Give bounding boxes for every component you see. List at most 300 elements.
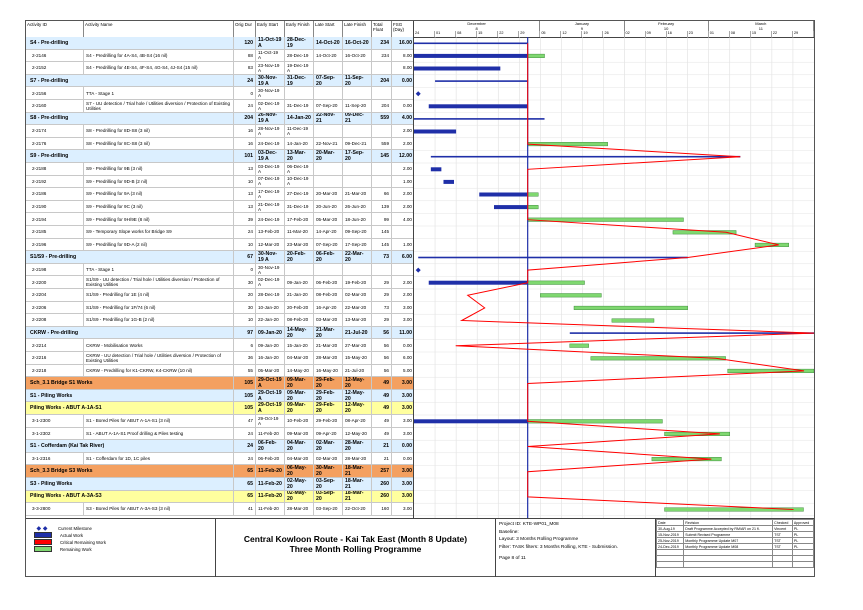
cell-od: 204 (234, 113, 256, 125)
cell-tf: 145 (372, 226, 392, 238)
cell-ls: 20-Mar-20 (314, 150, 343, 162)
week-label: 29 (519, 31, 540, 37)
activity-row[interactable] (26, 352, 413, 365)
cell-tf: 234 (372, 50, 392, 62)
week-label: 01 (435, 31, 456, 37)
cell-es: 30-Nov-19 A (256, 87, 285, 99)
cell-fd: 3.00 (401, 392, 412, 399)
activity-row[interactable] (26, 176, 413, 189)
cell-id: 2-2214 (26, 339, 84, 351)
cell-id: 2-2196 (26, 239, 84, 251)
wbs-group-row[interactable] (26, 113, 413, 126)
cell-name: TTA - Stage 1 (84, 87, 234, 99)
cell-lf: 18-Jun-20 (343, 213, 372, 225)
cell-od: 20 (234, 289, 256, 301)
week-label: 08 (456, 31, 477, 37)
rev-header: Checked (773, 520, 793, 526)
wbs-group-row[interactable] (26, 251, 413, 264)
cell-od: 24 (234, 453, 256, 465)
cell-od: 24 (234, 226, 256, 238)
cell-fd: 3.00 (403, 418, 412, 424)
cell-ls: 16-May-20 (314, 365, 343, 377)
cell-ls: 06-Feb-20 (314, 251, 343, 263)
week-label: 23 (688, 31, 709, 37)
activity-row[interactable] (26, 314, 413, 327)
cell-ls: 21-Mar-20 (314, 327, 343, 339)
cell-od: 24 (234, 440, 256, 452)
week-label: 15 (751, 31, 772, 37)
cell-lf: 13-Mar-20 (343, 314, 372, 326)
cell-name: S1 - Cofferdam for 1D, 1C piles (84, 453, 234, 465)
activity-row[interactable] (26, 213, 413, 226)
activity-row[interactable] (26, 50, 413, 63)
cell-tf: 559 (372, 113, 392, 125)
cell-ef: 06-May-20 (285, 465, 314, 477)
milestone-diamond-icon: ◆ ◆ (36, 526, 48, 532)
cell-ls: 07-Sep-20 (314, 75, 343, 87)
wbs-group-row[interactable] (26, 37, 413, 50)
week-label: 26 (603, 31, 624, 37)
col-orig-dur[interactable]: Orig Dur (234, 21, 256, 37)
col-free-float[interactable]: FSG (Day) (393, 22, 404, 32)
cell-es: 28-Nov-19 A (256, 125, 285, 137)
activity-row[interactable] (26, 302, 413, 315)
cell-name: S1 - Bored Piles for ABUT A-1A-S1 (3 nil) (84, 415, 234, 427)
month-number: 9 (540, 26, 624, 31)
month-label: December (414, 21, 540, 26)
cell-es: 11-Oct-19 A (256, 37, 285, 49)
week-label: 29 (793, 31, 814, 37)
legend-label: Actual Work (60, 532, 84, 538)
cell-od: 13 (234, 188, 256, 200)
col-early-start[interactable]: Early Start (256, 21, 285, 37)
cell-es: 30-Nov-19 A (256, 75, 285, 87)
cell-fd: 0.00 (401, 77, 412, 84)
cell-tf (372, 87, 392, 99)
cell-od: 88 (234, 50, 256, 62)
cell-id: S4 - Pre-drilling (26, 37, 234, 49)
activity-row[interactable] (26, 365, 413, 378)
cell-fd: 0.00 (403, 456, 412, 462)
cell-es: 17-Dec-19 A (256, 188, 285, 200)
actual-bar (479, 193, 527, 197)
rev-cell: Monthly Programme Update M07 (684, 538, 773, 544)
cell-id: 3-1-2316 (26, 453, 84, 465)
cell-es: 06-Feb-20 (256, 453, 285, 465)
cell-lf (343, 163, 372, 175)
rev-cell: PL (792, 544, 813, 550)
actual-bar (414, 419, 528, 423)
cell-lf: 28-Mar-20 (343, 440, 372, 452)
cell-lf: 11-Sep-20 (343, 75, 372, 87)
cell-fd: 0.00 (403, 103, 412, 109)
actual-bar (431, 167, 442, 171)
gantt-chart (414, 21, 814, 518)
cell-od: 120 (234, 37, 256, 49)
cell-ef: 20-Feb-20 (285, 251, 314, 263)
cell-es: 29-Oct-19 A (256, 402, 285, 414)
cell-fd: 3.00 (401, 405, 412, 412)
activity-table (26, 21, 414, 518)
cell-od: 65 (234, 478, 256, 490)
cell-ef: 19-Dec-19 A (285, 62, 314, 74)
cell-ef: 09-Mar-20 (285, 402, 314, 414)
cell-lf: 19-Feb-20 (343, 276, 372, 288)
cell-tf: 49 (372, 390, 392, 402)
cell-name: S9 - Predrilling for 9C (3 nil) (84, 201, 234, 213)
cell-ef: 10-Dec-19 A (285, 176, 314, 188)
cell-ls: 21-Mar-20 (314, 339, 343, 351)
remaining-bar-icon (34, 546, 52, 552)
cell-od: 105 (234, 402, 256, 414)
cell-es: 23-Nov-19 A (256, 62, 285, 74)
cell-es: 12-Mar-20 (256, 239, 285, 251)
cell-fd: 12.00 (399, 153, 412, 160)
cell-ls: 03-Sep-20 (314, 503, 343, 515)
cell-es: 03-Dec-19 A (256, 163, 285, 175)
legend-item-milestone (34, 525, 92, 532)
cell-od: 13 (234, 201, 256, 213)
cell-lf: 26-Jun-20 (343, 201, 372, 213)
cell-es: 29-Oct-19 A (256, 415, 285, 427)
cell-id: 3-3-2800 (26, 503, 84, 515)
month-label: February (625, 21, 709, 26)
activity-row[interactable] (26, 289, 413, 302)
cell-id: 2-2218 (26, 365, 84, 377)
cell-name: S1 - ABUT A-1A-S1 Proof drilling & Piles testing (84, 428, 234, 440)
cell-name: S1/S9 - Predrilling for 1E (4 nil) (84, 289, 234, 301)
cell-tf: 139 (372, 201, 392, 213)
rev-cell: PL (792, 538, 813, 544)
cell-ef: 14-May-20 (285, 327, 314, 339)
cell-fd (392, 264, 414, 276)
cell-ef: 09-Jan-20 (285, 276, 314, 288)
activity-row[interactable] (26, 415, 413, 428)
cell-id: 2-2198 (26, 264, 84, 276)
week-label: 22 (498, 31, 519, 37)
actual-bar (443, 180, 454, 184)
cell-es: 30-Nov-19 A (256, 264, 285, 276)
cell-name: S9 - Temporary Slope works for Bridge S9 (84, 226, 234, 238)
cell-ls (314, 163, 343, 175)
cell-fd: 2.00 (403, 128, 412, 134)
rev-cell: TST (773, 544, 793, 550)
activity-row[interactable] (26, 100, 413, 113)
cell-name: S8 - Predrilling for 8C-S8 (3 nil) (84, 138, 234, 150)
cell-ls: 09-Apr-20 (314, 428, 343, 440)
cell-id: S9 - Pre-drilling (26, 150, 234, 162)
rev-cell: TST (773, 532, 793, 538)
activity-row[interactable] (26, 163, 413, 176)
week-label: 05 (540, 31, 561, 37)
month-number: 11 (709, 26, 814, 31)
activity-row[interactable] (26, 239, 413, 252)
cell-ls: 05-Mar-20 (314, 213, 343, 225)
col-late-start[interactable]: Late Start (314, 21, 343, 37)
gantt-canvas (414, 21, 814, 518)
cell-od: 39 (234, 213, 256, 225)
cell-od: 10 (234, 239, 256, 251)
cell-tf: 73 (372, 302, 392, 314)
cell-name: S8 - Predrilling for 8D-S8 (3 nil) (84, 125, 234, 137)
activity-row[interactable] (26, 226, 413, 239)
cell-od: 24 (234, 428, 256, 440)
cell-id: 2-2216 (26, 352, 84, 364)
cell-tf: 29 (372, 276, 392, 288)
activity-row[interactable] (26, 201, 413, 214)
summary-bar (435, 80, 528, 82)
cell-od: 65 (234, 491, 256, 503)
remaining-bar (528, 205, 539, 209)
cell-fd: 0.00 (401, 442, 412, 449)
cell-od: 6 (234, 339, 256, 351)
actual-bar (429, 104, 528, 108)
title-line-1: Central Kowloon Route - Kai Tak East (Month 8 Update) (243, 534, 468, 544)
cell-es: 03-Dec-19 A (256, 150, 285, 162)
cell-ls: 14-Apr-20 (314, 226, 343, 238)
cell-es: 11-Feb-20 (256, 491, 285, 503)
title-block (216, 519, 496, 577)
cell-ef: 21-Jan-20 (285, 289, 314, 301)
col-activity-name[interactable]: Activity Name (84, 21, 234, 37)
cell-tf: 49 (372, 415, 392, 427)
cell-ls (314, 264, 343, 276)
cell-fd: 1.00 (403, 178, 412, 184)
rev-cell: Vincent (773, 526, 793, 532)
cell-id: 2-2192 (26, 176, 84, 188)
wbs-group-row[interactable] (26, 465, 413, 478)
cell-id: 2-2152 (26, 62, 84, 74)
cell-ef: 27-Dec-19 (285, 188, 314, 200)
cell-tf: 260 (372, 491, 392, 503)
cell-ls: 02-Mar-20 (314, 453, 343, 465)
cell-od: 24 (234, 75, 256, 87)
cell-lf: 22-Mar-20 (343, 302, 372, 314)
cell-es: 06-Feb-20 (256, 440, 285, 452)
cell-lf: 21-Jul-20 (343, 365, 372, 377)
cell-lf: 18-Mar-21 (343, 491, 372, 503)
cell-ef: 28-Dec-19 (285, 50, 314, 62)
col-total-float[interactable]: Total Float (372, 21, 392, 37)
rev-header: Date (657, 520, 684, 526)
cell-lf: 17-Sep-20 (343, 150, 372, 162)
cell-id: S1 - Piling Works (26, 390, 234, 402)
cell-ef: 15-Jan-20 (285, 339, 314, 351)
cell-lf: 11-Sep-20 (343, 100, 372, 112)
cell-ls: 14-Oct-20 (314, 37, 343, 49)
activity-row[interactable] (26, 503, 413, 516)
cell-tf: 73 (372, 251, 392, 263)
cell-tf: 260 (372, 478, 392, 490)
cell-lf (343, 264, 372, 276)
cell-od: 13 (234, 163, 256, 175)
rev-cell: 30-Aug-19 (657, 526, 684, 532)
remaining-bar (612, 319, 654, 323)
cell-es: 29-Oct-19 A (256, 390, 285, 402)
rev-cell: Submit Revised Programme (684, 532, 773, 538)
actual-bar (414, 54, 528, 58)
cell-fd: 3.00 (401, 480, 412, 487)
legend-item-critical (34, 539, 106, 545)
activity-row[interactable] (26, 188, 413, 201)
cell-tf: 257 (372, 465, 392, 477)
footer-block (26, 518, 814, 577)
cell-ls: 29-Feb-20 (314, 390, 343, 402)
cell-id: CKRW - Pre-drilling (26, 327, 234, 339)
cell-tf: 21 (372, 440, 392, 452)
cell-lf (343, 176, 372, 188)
cell-ls (314, 176, 343, 188)
cell-es: 30-Nov-19 A (256, 251, 285, 263)
milestone-diamond (416, 268, 421, 273)
cell-tf: 204 (372, 75, 392, 87)
cell-name: S1/S9 - UU detection / Trial hole / Utilities diversion / Protection of Existing Utilities (84, 276, 234, 288)
cell-ls: 30-Mar-20 (314, 465, 343, 477)
cell-ef: 04-Mar-20 (285, 440, 314, 452)
summary-bar (431, 156, 740, 158)
milestone-diamond (416, 91, 421, 96)
activity-row[interactable] (26, 453, 413, 466)
cell-es: 11-Feb-20 (256, 503, 285, 515)
cell-fd: 8.00 (403, 52, 412, 58)
cell-lf: 12-May-20 (343, 428, 372, 440)
cell-ls: 29-Feb-20 (314, 377, 343, 389)
wbs-group-row[interactable] (26, 440, 413, 453)
wbs-group-row[interactable] (26, 150, 413, 163)
week-label: 09 (646, 31, 667, 37)
cell-fd: 2.00 (403, 166, 412, 172)
cell-ef: 09-Mar-20 (285, 428, 314, 440)
cell-ef: 06-Dec-19 A (285, 163, 314, 175)
cell-id: 2-2206 (26, 302, 84, 314)
cell-fd: 6.00 (401, 253, 412, 260)
cell-ls: 07-Sep-20 (314, 239, 343, 251)
activity-row[interactable] (26, 339, 413, 352)
cell-id: Sch_3.3 Bridge S3 Works (26, 465, 234, 477)
summary-bar (418, 257, 687, 259)
revision-table (656, 519, 814, 577)
remaining-bar (540, 294, 601, 298)
cell-fd: 16.00 (399, 39, 412, 46)
cell-ls: 22-Nov-21 (314, 113, 343, 125)
cell-fd: 8.00 (403, 65, 412, 71)
cell-lf: 15-May-20 (343, 352, 372, 364)
cell-fd: 3.00 (403, 317, 412, 323)
cell-es: 11-Feb-20 (256, 465, 285, 477)
cell-od: 67 (234, 251, 256, 263)
rev-cell: 25-Nov-2019 (657, 538, 684, 544)
cell-fd (392, 87, 414, 99)
cell-fd: 2.00 (403, 292, 412, 298)
wbs-group-row[interactable] (26, 390, 413, 403)
activity-row[interactable] (26, 87, 413, 100)
cell-es: 09-Jan-20 (256, 327, 285, 339)
cell-lf: 22-Mar-20 (343, 251, 372, 263)
cell-fd: 2.00 (403, 141, 412, 147)
cell-es: 02-Dec-19 A (256, 100, 285, 112)
cell-ef: 04-Mar-20 (285, 352, 314, 364)
actual-bar-icon (34, 532, 52, 538)
wbs-group-row[interactable] (26, 75, 413, 88)
cell-ef (285, 87, 314, 99)
cell-id: Piling Works - ABUT A-3A-S3 (26, 491, 234, 503)
cell-od: 0 (234, 87, 256, 99)
cell-tf: 56 (372, 339, 392, 351)
cell-id: 2-2186 (26, 188, 84, 200)
cell-lf: 21-Jul-20 (343, 327, 372, 339)
activity-row[interactable] (26, 62, 413, 75)
wbs-group-row[interactable] (26, 491, 413, 504)
cell-ls: 28-Mar-20 (314, 352, 343, 364)
cell-lf (343, 125, 372, 137)
activity-row[interactable] (26, 428, 413, 441)
cell-tf: 160 (372, 503, 392, 515)
col-late-finish[interactable]: Late Finish (343, 21, 372, 37)
cell-es: 11-Feb-20 (256, 428, 285, 440)
cell-lf (343, 87, 372, 99)
week-label: 16 (667, 31, 688, 37)
wbs-group-row[interactable] (26, 377, 413, 390)
activity-row[interactable] (26, 276, 413, 289)
cell-es: 29-Oct-19 A (256, 377, 285, 389)
cell-es: 28-Dec-19 (256, 289, 285, 301)
activity-row[interactable] (26, 264, 413, 277)
legend-item-remaining (34, 546, 92, 552)
cell-tf: 29 (372, 314, 392, 326)
cell-id: 2-2160 (26, 100, 84, 112)
cell-name: S9 - Predrilling for 9A (3 nil) (84, 188, 234, 200)
cell-es: 26-Nov-19 A (256, 113, 285, 125)
cell-ef: 14-Jan-20 (285, 138, 314, 150)
col-early-finish[interactable]: Early Finish (285, 21, 314, 37)
summary-bar (414, 43, 528, 45)
week-label: 24 (414, 31, 435, 37)
week-label: 19 (582, 31, 603, 37)
cell-fd: 4.00 (401, 115, 412, 122)
cell-es: 13-Feb-20 (256, 226, 285, 238)
activity-row[interactable] (26, 125, 413, 138)
cell-name: S1/S9 - Predrilling for 1G-B (2 nil) (84, 314, 234, 326)
cell-lf: 27-Mar-20 (343, 339, 372, 351)
cell-lf: 21-Mar-20 (343, 188, 372, 200)
wbs-group-row[interactable] (26, 478, 413, 491)
project-info (496, 519, 656, 577)
cell-name: S1/S9 - Predrilling for 1F/74 (6 nil) (84, 302, 234, 314)
col-activity-id[interactable]: Activity ID (26, 21, 84, 37)
cell-od: 97 (234, 327, 256, 339)
cell-tf: 56 (372, 352, 392, 364)
cell-tf: 56 (372, 327, 392, 339)
cell-id: S3 - Piling Works (26, 478, 234, 490)
cell-name: CKRW - UU detection / Trial hole / Utilities diversion / Protection of Existing Utilities (84, 352, 234, 364)
page-number: Page 8 of 11 (499, 555, 526, 561)
cell-ef: 09-Mar-20 (285, 377, 314, 389)
rev-header: Approved (792, 520, 813, 526)
cell-od: 10 (234, 314, 256, 326)
wbs-group-row[interactable] (26, 327, 413, 340)
cell-tf: 99 (372, 213, 392, 225)
cell-name: S3 - Bored Piles for ABUT A-3A-S3 (3 nil) (84, 503, 234, 515)
wbs-group-row[interactable] (26, 402, 413, 415)
activity-row[interactable] (26, 138, 413, 151)
cell-lf: 16-Oct-20 (343, 50, 372, 62)
cell-ls: 29-Feb-20 (314, 415, 343, 427)
schedule-sheet (25, 20, 815, 577)
cell-ls: 03-Mar-20 (314, 314, 343, 326)
cell-es: 22-Jan-20 (256, 314, 285, 326)
cell-ls: 22-Nov-21 (314, 138, 343, 150)
critical-bar-icon (34, 539, 52, 545)
